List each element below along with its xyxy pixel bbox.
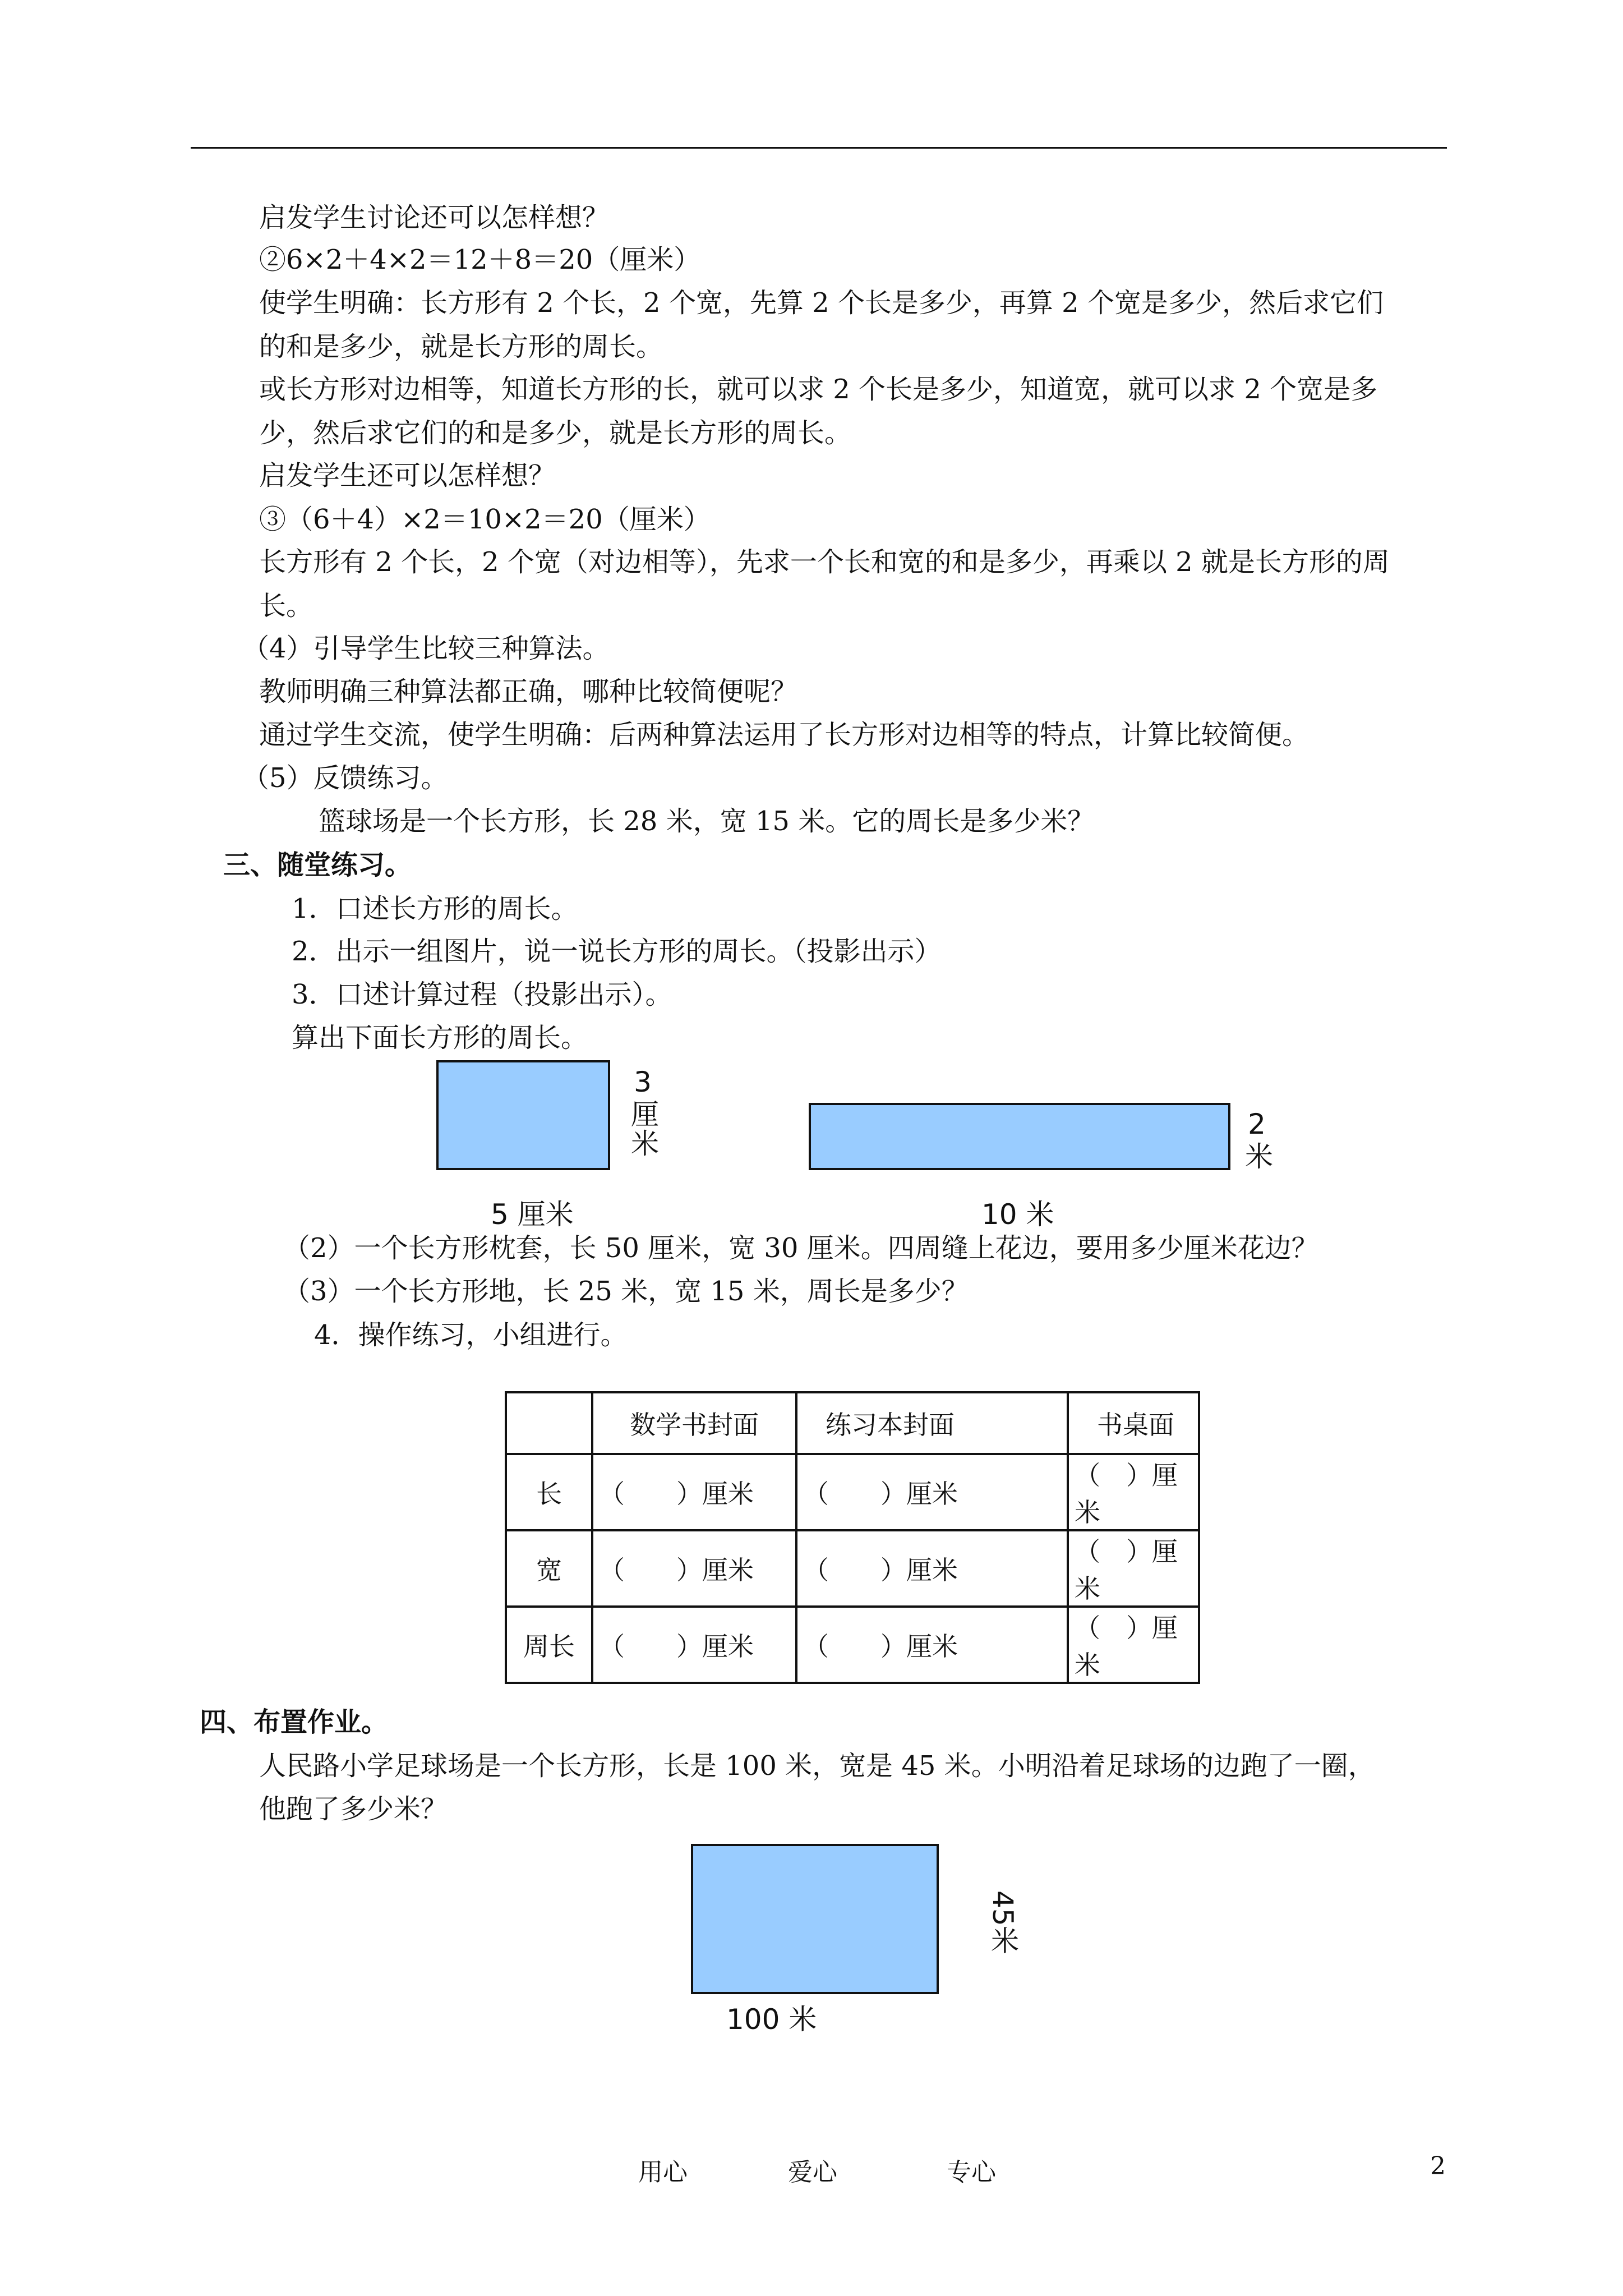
rectangle-figure-1 (436, 1060, 610, 1170)
table-row (506, 1607, 1199, 1683)
table-cell: （ ）厘米 (796, 1607, 1068, 1683)
footer-left: 用心 (638, 2158, 688, 2187)
table-header: 书桌面 (1068, 1392, 1199, 1454)
figure-3-height-label: 45米 (986, 1890, 1019, 1954)
table-row (506, 1530, 1199, 1607)
text-line: 通过学生交流，使学生明确：后两种算法运用了长方形对边相等的特点，计算比较简便。 (259, 719, 1310, 751)
section-heading: 三、随堂练习。 (223, 849, 412, 881)
table-cell: （ ）厘米 (592, 1530, 796, 1607)
table-cell: （ ）厘米 (592, 1454, 796, 1530)
text-line: （3）一个长方形地，长 25 米，宽 15 米，周长是多少？ (283, 1276, 969, 1307)
section-heading: 四、布置作业。 (200, 1706, 389, 1738)
figure-1-width-label: 5 厘米 (491, 1198, 574, 1231)
text-line: 长。 (259, 590, 313, 622)
text-line: 的和是多少，就是长方形的周长。 (259, 331, 663, 362)
table-header: 数学书封面 (592, 1392, 796, 1454)
text-line: 教师明确三种算法都正确，哪种比较简便呢？ (259, 676, 798, 707)
table-cell: （ ）厘米 (1068, 1530, 1199, 1607)
footer-middle: 爱心 (788, 2158, 837, 2187)
table-cell: （ ）厘米 (1068, 1607, 1199, 1683)
table-cell: （ ）厘米 (1068, 1454, 1199, 1530)
text-line: （5）反馈练习。 (242, 762, 448, 794)
text-line: 2．出示一组图片，说一说长方形的周长。（投影出示） (292, 936, 942, 967)
text-line: 少，然后求它们的和是多少，就是长方形的周长。 (259, 417, 852, 449)
table-cell: （ ）厘米 (796, 1530, 1068, 1607)
text-line: 算出下面长方形的周长。 (292, 1022, 588, 1053)
rectangle-figure-3 (691, 1844, 939, 1994)
text-line: （4）引导学生比较三种算法。 (242, 633, 610, 664)
text-line: 启发学生还可以怎样想？ (259, 460, 556, 491)
text-line: 或长方形对边相等，知道长方形的长，就可以求 2 个长是多少，知道宽，就可以求 2 个宽是多 (259, 374, 1378, 405)
table-row (506, 1454, 1199, 1530)
text-line: 3．口述计算过程（投影出示）。 (292, 979, 672, 1010)
text-line: 他跑了多少米？ (259, 1793, 448, 1825)
table-cell: （ ）厘米 (592, 1607, 796, 1683)
text-line: ③（6＋4）×2＝10×2＝20（厘米） (259, 504, 711, 535)
rectangle-figure-2 (809, 1103, 1230, 1170)
text-line: 人民路小学足球场是一个长方形，长是 100 米，宽是 45 米。小明沿着足球场的边跑了一圈， (259, 1750, 1375, 1782)
row-label: 长 (506, 1454, 592, 1530)
text-line: 长方形有 2 个长，2 个宽（对边相等），先求一个长和宽的和是多少，再乘以 2 就是长方形的周 (259, 546, 1390, 578)
text-line: （2）一个长方形枕套，长 50 厘米，宽 30 厘米。四周缝上花边，要用多少厘米花边？ (283, 1232, 1318, 1264)
row-label: 宽 (506, 1530, 592, 1607)
footer-right: 专心 (947, 2158, 996, 2187)
text-line: ②6×2＋4×2＝12＋8＝20（厘米） (259, 244, 701, 275)
measurement-table (505, 1391, 1200, 1684)
table-cell: （ ）厘米 (796, 1454, 1068, 1530)
row-label: 周长 (506, 1607, 592, 1683)
text-line: 启发学生讨论还可以怎样想？ (259, 202, 610, 233)
figure-2-width-label: 10 米 (981, 1198, 1054, 1231)
text-line: 4．操作练习，小组进行。 (314, 1319, 628, 1351)
header-rule (191, 147, 1447, 149)
text-line: 篮球场是一个长方形，长 28 米，宽 15 米。它的周长是多少米？ (319, 806, 1095, 837)
text-line: 使学生明确：长方形有 2 个长，2 个宽，先算 2 个长是多少，再算 2 个宽是多少，然后求它们 (259, 287, 1384, 319)
figure-3-width-label: 100 米 (726, 2003, 817, 2036)
table-header-empty (506, 1392, 592, 1454)
figure-1-height-label: 3厘米 (626, 1066, 659, 1158)
page-number: 2 (1430, 2152, 1446, 2180)
table-header: 练习本封面 (796, 1392, 1068, 1454)
text-line: 1．口述长方形的周长。 (292, 893, 578, 924)
figure-2-height-label: 2米 (1241, 1108, 1273, 1171)
